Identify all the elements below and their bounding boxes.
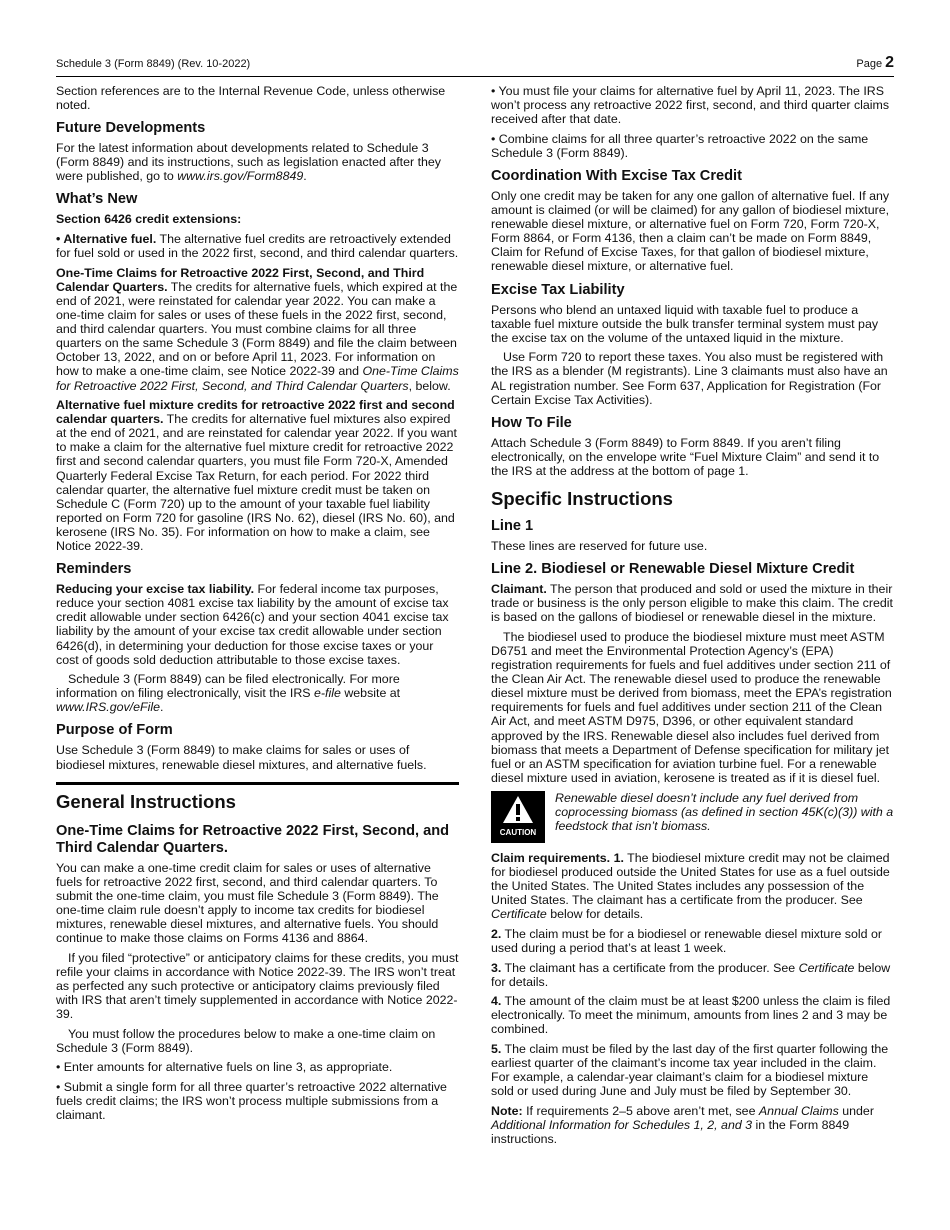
line1-text: These lines are reserved for future use. [491, 538, 708, 553]
line1-heading: Line 1 [491, 517, 534, 534]
efile-text: Schedule 3 (Form 8849) can be filed electronically. For more information on filing electronically, visit the IRS e-file website at www.IRS.gov/eFile. [56, 672, 401, 715]
excise-liability-p1: Persons who blend an untaxed liquid with taxable fuel to produce a taxable fuel mixture outside the bulk transfer terminal system must pay the excise tax on the volume of the untaxed liquid in the mixture. [491, 302, 879, 345]
caution-label: CAUTION [499, 827, 537, 837]
left-column [56, 84, 459, 1128]
how-to-file-heading: How To File [491, 414, 572, 431]
one-time-claims-heading: One-Time Claims for Retroactive 2022 First, Second, and Third Calendar Quarters. [56, 822, 450, 856]
coordination-heading: Coordination With Excise Tax Credit [491, 167, 742, 184]
bullet-item: • Combine claims for all three quarter’s retroactive 2022 on the same Schedule 3 (Form 8849). [491, 131, 869, 160]
note-text: Note: If requirements 2–5 above aren’t met, see Annual Claims under Additional Information for Schedules 1, 2, and 3 in the Form 8849 instructions. [491, 1103, 874, 1147]
form-identifier: Schedule 3 (Form 8849) (Rev. 10-2022) [56, 58, 251, 70]
claimant-text: Claimant. The person that produced and sold or used the mixture in their trade or business is the only person eligible to make this claim. The credit is based on the gallons of biodiesel or renewable diesel in the mixture. [491, 582, 893, 625]
general-instructions-heading: General Instructions [56, 790, 236, 812]
whats-new-heading: What’s New [56, 191, 138, 208]
requirement-item: 5. The claim must be filed by the last day of the first quarter following the earliest quarter of the claimant’s income tax year included in the claim. For example, a calendar-year claimant’s claim for a biodiesel mixture sold or used during June and July must be filed by September 30. [491, 1042, 889, 1099]
excise-liability-p2: Use Form 720 to report these taxes. You also must be registered with the IRS as a blender (M registrants). Line 3 claimants must also have an AL registration number. See Form 637, Application for Registration (For Certain Excise Tax Activities). [491, 350, 888, 407]
reducing-liability-text: Reducing your excise tax liability. For federal income tax purposes, reduce your section 4081 excise tax liability by the amount of excise tax credit allowable under section 6426(c) and your section 4041 excise tax liability by the amount of your excise tax credit allowable under section 6426(d), in determining your deduction for those excise taxes or your cost of goods sold deduction attributable to those excise taxes. [56, 582, 449, 667]
caution-box [491, 791, 894, 843]
alternative-fuel-text: • Alternative fuel. The alternative fuel credits are retroactively extended for fuel sold or used in the 2022 first, second, and third calendar quarters. [56, 232, 459, 261]
right-column [491, 84, 894, 1152]
intro-text: Section references are to the Internal Revenue Code, unless otherwise noted. [56, 84, 446, 113]
irs-form8849-link[interactable]: www.irs.gov/Form8849 [177, 169, 304, 184]
excise-liability-heading: Excise Tax Liability [491, 281, 625, 298]
section-divider [56, 782, 459, 785]
page-header [56, 56, 894, 77]
bullet-item: • Enter amounts for alternative fuels on line 3, as appropriate. [56, 1060, 393, 1075]
one-time-claims-text: One-Time Claims for Retroactive 2022 First, Second, and Third Calendar Quarters. The credits for alternative fuels, which expired at the end of 2021, were reinstated for calendar year 2022. You can make a one-time claim for sales or uses of these fuels in the 2022 first, second, and third calendar quarters. You must combine claims for all three quarters on the same Schedule 3 (Form 8849) and file the claim between October 13, 2022, and on or before April 11, 2023. For information on how to make a one-time claim, see Notice 2022-39 and One-Time Claims for Retroactive 2022 First, Second, and Third Calendar Quarters, below. [56, 265, 459, 393]
claim-requirements-text: Claim requirements. 1. The biodiesel mixture credit may not be claimed for biodiesel produced outside the United States for use as a fuel outside the United States. The United States includes any possession of the United States. The claimant has a certificate from the producer. See Certificate below for details. [491, 850, 890, 922]
purpose-text: Use Schedule 3 (Form 8849) to make claims for sales or uses of biodiesel mixtures, renewable diesel mixtures, and alternative fuels. [56, 743, 427, 772]
bullet-item: • Submit a single form for all three quarter’s retroactive 2022 alternative fuels credit claims; the IRS won’t process multiple submissions from a claimant. [56, 1079, 447, 1123]
reminders-heading: Reminders [56, 561, 132, 578]
future-developments-heading: Future Developments [56, 120, 206, 137]
biodiesel-text: The biodiesel used to produce the biodiesel mixture must meet ASTM D6751 and meet the Environmental Protection Agency’s (EPA) registration requirements for fuels and fuel additives under section 211 of the Clean Air Act. The renewable diesel used to produce the renewable diesel mixture must be derived from biomass, meet the EPA’s registration requirements for fuels and fuel additives under section 211 of the Clean Air Act, and meet ASTM D975, D396, or other equivalent standard approved by the IRS. Renewable diesel also includes fuel derived from biomass that meets a Department of Defense specification for military jet fuel or an ASTM specification for aviation turbine fuel. For a renewable diesel mixture used in aviation, kerosene is treated as if it is diesel fuel. [491, 629, 892, 785]
future-developments-text: For the latest information about developments related to Schedule 3 (Form 8849) and its instructions, such as legislation enacted after they were published, go to www.irs.gov/Form8849. [56, 141, 441, 184]
page-number: Page 2 [856, 54, 894, 71]
alt-fuel-mixture-text: Alternative fuel mixture credits for retroactive 2022 first and second calendar quarters. The credits for alternative fuel mixtures also expired at the end of 2021, and are reinstated for calendar year 2022. If you want to make a claim for the alternative fuel mixture credit for retroactive 2022 first and second calendar quarters, you must file Form 720-X, Amended Quarterly Federal Excise Tax Return, for each period. For 2022 third calendar quarter, the alternative fuel mixture credit must be taken on Schedule C (Form 720) up to the amount of your taxable fuel liability reported on Form 720 for gasoline (IRS No. 62), diesel (IRS No. 60), and kerosene (IRS No. 35). For information on how to make a claim, see Notice 2022-39. [56, 398, 457, 554]
requirement-item: 3. The claimant has a certificate from the producer. See Certificate below for details. [491, 960, 891, 989]
credit-extensions-subheading: Section 6426 credit extensions: [56, 212, 242, 227]
line2-heading: Line 2. Biodiesel or Renewable Diesel Mixture Credit [491, 561, 855, 578]
one-time-claims-p1: You can make a one-time credit claim for sales or uses of alternative fuels for retroactive 2022 first, second, and third calendar quarters. To submit the one-time claim, you must file Schedule 3 (Form 8849). The one-time claim rule doesn’t apply to income tax credits for biodiesel mixtures, renewable diesel mixtures, and alternative fuels. You should continue to make those claims on Forms 4136 and 8864. [56, 860, 439, 946]
purpose-heading: Purpose of Form [56, 722, 173, 739]
coordination-text: Only one credit may be taken for any one gallon of alternative fuel. If any amount is claimed (or will be claimed) for any gallon of biodiesel mixture, renewable diesel mixture, or alternative fuel on Form 720, Form 720-X, Form 8864, or Form 4136, then a claim can’t be made on Form 8849, Claim for Refund of Excise Taxes, for that gallon of biodiesel mixture, renewable diesel mixture, or alternative fuel. [491, 188, 890, 274]
one-time-claims-p3: You must follow the procedures below to make a one-time claim on Schedule 3 (Form 8849). [56, 1026, 436, 1055]
requirement-item: 4. The amount of the claim must be at least $200 unless the claim is filed electronically. To meet the minimum, amounts from lines 2 and 3 may be combined. [491, 994, 891, 1037]
requirement-item: 2. The claim must be for a biodiesel or renewable diesel mixture sold or used during a period that’s at least 1 week. [491, 926, 882, 955]
specific-instructions-heading: Specific Instructions [491, 487, 673, 509]
caution-icon [491, 791, 545, 843]
irs-efile-link[interactable]: www.IRS.gov/eFile [56, 700, 160, 715]
how-to-file-text: Attach Schedule 3 (Form 8849) to Form 8849. If you aren’t filing electronically, on the envelope write “Fuel Mixture Claim” and send it to the IRS at the address at the bottom of page 1. [491, 435, 880, 478]
caution-text: Renewable diesel doesn’t include any fuel derived from coprocessing biomass (as defined in section 45K(c)(3)) with a feedstock that isn’t biomass. [555, 790, 894, 834]
one-time-claims-p2: If you filed “protective” or anticipatory claims for these credits, you must refile your claims in accordance with Notice 2022-39. The IRS won’t treat as perfected any such protective or anticipatory claims previously filed with IRS that aren’t timely supplemented in accordance with Notice 2022-39. [56, 950, 459, 1022]
bullet-item: • You must file your claims for alternative fuel by April 11, 2023. The IRS won’t process any retroactive 2022 first, second, and third quarter claims received after that date. [491, 84, 890, 127]
